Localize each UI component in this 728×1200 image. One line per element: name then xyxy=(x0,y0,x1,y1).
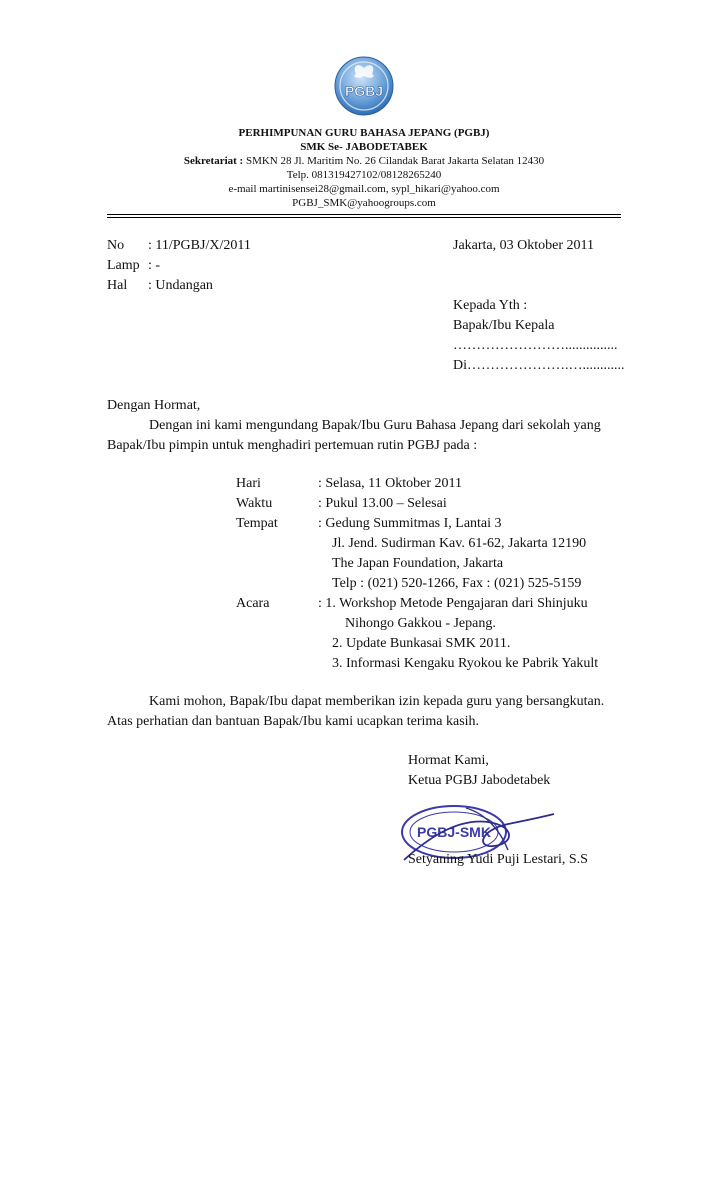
lamp-label: Lamp xyxy=(107,258,140,273)
tempat-line3: The Japan Foundation, Jakarta xyxy=(332,556,504,571)
closing-line2: Atas perhatian dan bantuan Bapak/Ibu kami ucapkan terima kasih. xyxy=(107,714,480,729)
tempat-line2: Jl. Jend. Sudirman Kav. 61-62, Jakarta 12190 xyxy=(332,536,587,551)
body-para-line1: Dengan ini kami mengundang Bapak/Ibu Guru Bahasa Jepang dari sekolah yang xyxy=(149,418,601,433)
hal-label: Hal xyxy=(107,278,128,293)
lamp-value: : - xyxy=(148,258,161,273)
no-label: No xyxy=(107,238,125,253)
signature-hormat: Hormat Kami, xyxy=(408,753,489,768)
org-name: PERHIMPUNAN GURU BAHASA JEPANG (PGBJ) xyxy=(238,127,490,139)
acara-item-3: 3. Informasi Kengaku Ryokou ke Pabrik Yakult xyxy=(332,656,599,671)
secretariat-line: Sekretariat : SMKN 28 Jl. Maritim No. 26 Cilandak Barat Jakarta Selatan 12430 xyxy=(183,155,545,167)
recipient-line3: ……………………............... xyxy=(453,338,618,353)
waktu-label: Waktu xyxy=(236,496,273,511)
recipient-line1: Kepada Yth : xyxy=(453,298,528,313)
tempat-value: : Gedung Summitmas I, Lantai 3 xyxy=(318,516,502,531)
greeting: Dengan Hormat, xyxy=(107,398,201,413)
pgbj-logo xyxy=(334,56,394,116)
header-rule xyxy=(107,214,621,215)
hari-value: : Selasa, 11 Oktober 2011 xyxy=(318,476,462,491)
recipient-line4: Di………………….…............ xyxy=(453,358,625,373)
place-date: Jakarta, 03 Oktober 2011 xyxy=(453,238,594,253)
hal-value: : Undangan xyxy=(148,278,213,293)
group-line: PGBJ_SMK@yahoogroups.com xyxy=(292,197,436,209)
waktu-value: : Pukul 13.00 – Selesai xyxy=(318,496,447,511)
svg-text:PGBJ-SMK: PGBJ-SMK xyxy=(417,824,491,840)
closing-line1: Kami mohon, Bapak/Ibu dapat memberikan izin kepada guru yang bersangkutan. xyxy=(149,694,605,709)
signatory-name: Setyaning Yudi Puji Lestari, S.S xyxy=(408,852,588,867)
tempat-line4: Telp : (021) 520-1266, Fax : (021) 525-5159 xyxy=(332,576,582,591)
acara-label: Acara xyxy=(236,596,270,611)
tempat-label: Tempat xyxy=(236,516,278,531)
header-rule-thin xyxy=(107,217,621,218)
acara-item-1: : 1. Workshop Metode Pengajaran dari Shinjuku xyxy=(318,596,588,611)
recipient-line2: Bapak/Ibu Kepala xyxy=(453,318,555,333)
acara-item-1-cont: Nihongo Gakkou - Jepang. xyxy=(345,616,496,631)
hari-label: Hari xyxy=(236,476,261,491)
body-para-line2: Bapak/Ibu pimpin untuk menghadiri pertemuan rutin PGBJ pada : xyxy=(107,438,478,453)
phone-line: Telp. 081319427102/08128265240 xyxy=(286,169,442,181)
signature-title: Ketua PGBJ Jabodetabek xyxy=(408,773,551,788)
org-subname: SMK Se- JABODETABEK xyxy=(300,141,428,153)
email-line: e-mail martinisensei28@gmail.com, sypl_hikari@yahoo.com xyxy=(228,183,500,195)
no-value: : 11/PGBJ/X/2011 xyxy=(148,238,251,253)
svg-text:PGBJ: PGBJ xyxy=(344,83,384,99)
acara-item-2: 2. Update Bunkasai SMK 2011. xyxy=(332,636,511,651)
